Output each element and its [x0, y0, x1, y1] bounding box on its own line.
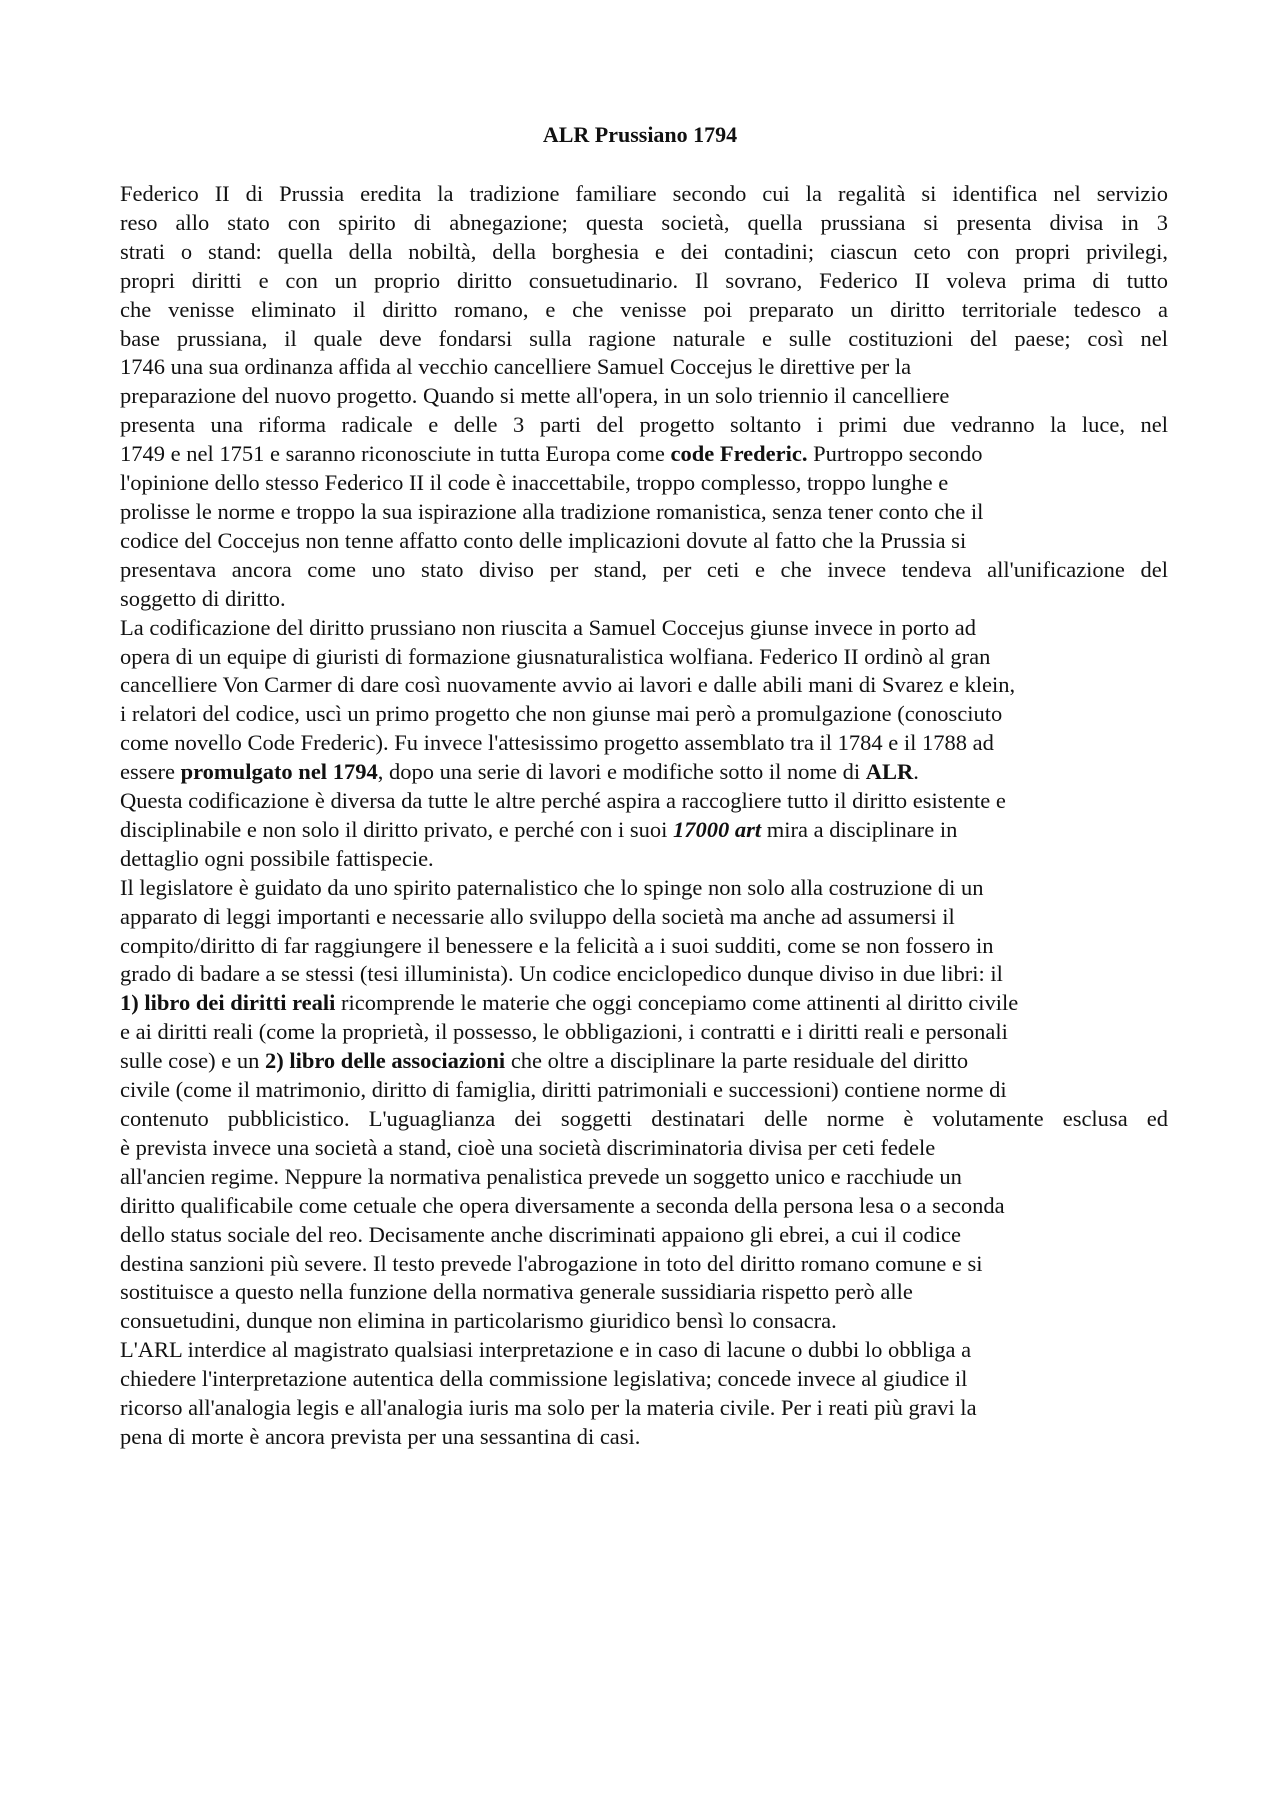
text-segment: La codificazione del diritto prussiano non riuscita a Samuel Coccejus giunse invece in porto ad	[120, 614, 976, 640]
text-line	[120, 238, 1168, 267]
text-line	[120, 382, 1168, 411]
text-line	[120, 960, 1168, 989]
document-title: ALR Prussiano 1794	[542, 122, 738, 147]
text-line	[120, 729, 1168, 758]
text-line	[120, 932, 1168, 961]
text-line	[120, 903, 1168, 932]
emphasized-text: promulgato nel 1794	[180, 759, 378, 785]
text-line	[120, 1278, 1168, 1307]
text-segment: essere	[120, 759, 181, 785]
text-segment: , dopo una serie di lavori e modifiche sotto il nome di	[377, 759, 866, 785]
text-segment: dettaglio ogni possibile fattispecie.	[120, 845, 434, 871]
text-line	[120, 1105, 1168, 1134]
text-segment: presenta una riforma radicale e delle 3 parti del progetto soltanto i primi due vedranno la luce, nel	[120, 412, 1168, 438]
text-segment: che oltre a disciplinare la parte residuale del diritto	[505, 1048, 969, 1074]
text-segment: reso allo stato con spirito di abnegazione; questa società, quella prussiana si presenta divisa in 3	[120, 209, 1168, 235]
text-line	[120, 787, 1168, 816]
text-line	[120, 556, 1168, 585]
text-segment: mira a disciplinare in	[761, 816, 958, 842]
text-line	[120, 671, 1168, 700]
text-segment: 1749 e nel 1751 e saranno riconosciute in tutta Europa come	[120, 441, 671, 467]
text-segment: destina sanzioni più severe. Il testo prevede l'abrogazione in toto del diritto romano comune e si	[120, 1250, 983, 1276]
text-line	[120, 267, 1168, 296]
text-segment: consuetudini, dunque non elimina in particolarismo giuridico bensì lo consacra.	[120, 1308, 837, 1334]
document-body	[120, 180, 1168, 1452]
text-line	[120, 296, 1168, 325]
text-segment: preparazione del nuovo progetto. Quando si mette all'opera, in un solo triennio il cancelliere	[120, 383, 950, 409]
text-segment: codice del Coccejus non tenne affatto conto delle implicazioni dovute al fatto che la Prussia si	[120, 527, 967, 553]
text-line	[120, 1163, 1168, 1192]
text-segment: chiedere l'interpretazione autentica della commissione legislativa; concede invece al giudice il	[120, 1366, 968, 1392]
text-segment: è prevista invece una società a stand, cioè una società discriminatoria divisa per ceti fedele	[120, 1134, 936, 1160]
text-line	[120, 1018, 1168, 1047]
emphasized-text: 2) libro delle associazioni	[264, 1048, 506, 1074]
text-line	[120, 816, 1168, 845]
text-line	[120, 498, 1168, 527]
emphasized-text: ALR	[865, 759, 914, 785]
text-line	[120, 1423, 1168, 1452]
text-line	[120, 1336, 1168, 1365]
text-line	[120, 353, 1168, 382]
text-line	[120, 700, 1168, 729]
text-line	[120, 874, 1168, 903]
text-line	[120, 1221, 1168, 1250]
text-segment: i relatori del codice, uscì un primo progetto che non giunse mai però a promulgazione (conosciuto	[120, 701, 1003, 727]
text-line	[120, 1134, 1168, 1163]
text-segment: propri diritti e con un proprio diritto consuetudinario. Il sovrano, Federico II voleva prima di tutto	[120, 267, 1168, 293]
text-segment: soggetto di diritto.	[120, 585, 286, 611]
text-line	[120, 614, 1168, 643]
text-segment: ricomprende le materie che oggi concepiamo come attinenti al diritto civile	[335, 990, 1019, 1016]
text-segment: come novello Code Frederic). Fu invece l'attesissimo progetto assemblato tra il 1784 e il 1788 ad	[120, 730, 994, 756]
text-line	[120, 180, 1168, 209]
text-line	[120, 758, 1168, 787]
text-segment: Il legislatore è guidato da uno spirito paternalistico che lo spinge non solo alla costruzione di un	[120, 874, 984, 900]
text-segment: presentava ancora come uno stato diviso per stand, per ceti e che invece tendeva all'unificazione del	[120, 556, 1168, 582]
text-segment: contenuto pubblicistico. L'uguaglianza dei soggetti destinatari delle norme è volutamente esclusa ed	[120, 1106, 1168, 1131]
text-segment: ricorso all'analogia legis e all'analogia iuris ma solo per la materia civile. Per i reati più gravi la	[120, 1395, 977, 1421]
text-segment: diritto qualificabile come cetuale che opera diversamente a seconda della persona lesa o a seconda	[120, 1192, 1005, 1218]
text-segment: prolisse le norme e troppo la sua ispirazione alla tradizione romanistica, senza tener conto che il	[120, 498, 984, 524]
text-segment: opera di un equipe di giuristi di formazione giusnaturalistica wolfiana. Federico II ordinò al gran	[120, 643, 991, 669]
text-segment: dello status sociale del reo. Decisamente anche discriminati appaiono gli ebrei, a cui il codice	[120, 1221, 961, 1247]
emphasized-text: 1) libro dei diritti reali	[120, 990, 336, 1016]
text-line	[120, 1250, 1168, 1279]
text-line	[120, 325, 1168, 354]
text-line	[120, 1192, 1168, 1221]
text-segment: sostituisce a questo nella funzione della normativa generale sussidiaria rispetto però alle	[120, 1279, 913, 1305]
text-line	[120, 1394, 1168, 1423]
text-line	[120, 469, 1168, 498]
text-segment: all'ancien regime. Neppure la normativa penalistica prevede un soggetto unico e racchiude un	[120, 1163, 962, 1189]
text-segment: Purtroppo secondo	[807, 441, 983, 467]
text-segment: .	[913, 759, 919, 785]
text-segment: cancelliere Von Carmer di dare così nuovamente avvio ai lavori e dalle abili mani di Svarez e klein,	[120, 672, 1016, 698]
text-line	[120, 209, 1168, 238]
text-line	[120, 585, 1168, 614]
text-line	[120, 411, 1168, 440]
text-line	[120, 527, 1168, 556]
text-segment: compito/diritto di far raggiungere il benessere e la felicità a i suoi sudditi, come se non fossero in	[120, 932, 994, 958]
text-segment: L'ARL interdice al magistrato qualsiasi interpretazione e in caso di lacune o dubbi lo obbliga a	[120, 1337, 972, 1363]
text-line	[120, 1076, 1168, 1105]
text-segment: pena di morte è ancora prevista per una sessantina di casi.	[120, 1423, 641, 1449]
text-segment: base prussiana, il quale deve fondarsi sulla ragione naturale e sulle costituzioni del paese; così nel	[120, 325, 1168, 351]
text-line	[120, 643, 1168, 672]
text-segment: disciplinabile e non solo il diritto privato, e perché con i suoi	[120, 816, 674, 842]
text-line	[120, 1307, 1168, 1336]
emphasized-text: code Frederic.	[670, 441, 808, 467]
text-segment: l'opinione dello stesso Federico II il code è inaccettabile, troppo complesso, troppo lunghe e	[120, 470, 949, 496]
text-segment: grado di badare a se stessi (tesi illuminista). Un codice enciclopedico dunque diviso in due libri: il	[120, 961, 1003, 987]
text-line	[120, 1047, 1168, 1076]
text-line	[120, 440, 1168, 469]
text-segment: apparato di leggi importanti e necessarie allo sviluppo della società ma anche ad assumersi il	[120, 903, 955, 929]
text-segment: strati o stand: quella della nobiltà, della borghesia e dei contadini; ciascun ceto con propri privilegi,	[120, 238, 1168, 264]
text-line	[120, 989, 1168, 1018]
text-segment: sulle cose) e un	[120, 1048, 265, 1074]
text-segment: 1746 una sua ordinanza affida al vecchio cancelliere Samuel Coccejus le direttive per la	[120, 354, 912, 380]
text-line	[120, 845, 1168, 874]
emphasized-text: 17000 art	[673, 816, 762, 842]
text-segment: Questa codificazione è diversa da tutte le altre perché aspira a raccogliere tutto il diritto esistente e	[120, 788, 1006, 814]
text-segment: che venisse eliminato il diritto romano, e che venisse poi preparato un diritto territoriale tedesco a	[120, 296, 1168, 322]
text-segment: Federico II di Prussia eredita la tradizione familiare secondo cui la regalità si identifica nel servizio	[120, 181, 1168, 206]
text-segment: civile (come il matrimonio, diritto di famiglia, diritti patrimoniali e successioni) contiene norme di	[120, 1077, 1007, 1103]
text-segment: e ai diritti reali (come la proprietà, il possesso, le obbligazioni, i contratti e i diritti reali e personali	[120, 1019, 1008, 1045]
text-line	[120, 1365, 1168, 1394]
